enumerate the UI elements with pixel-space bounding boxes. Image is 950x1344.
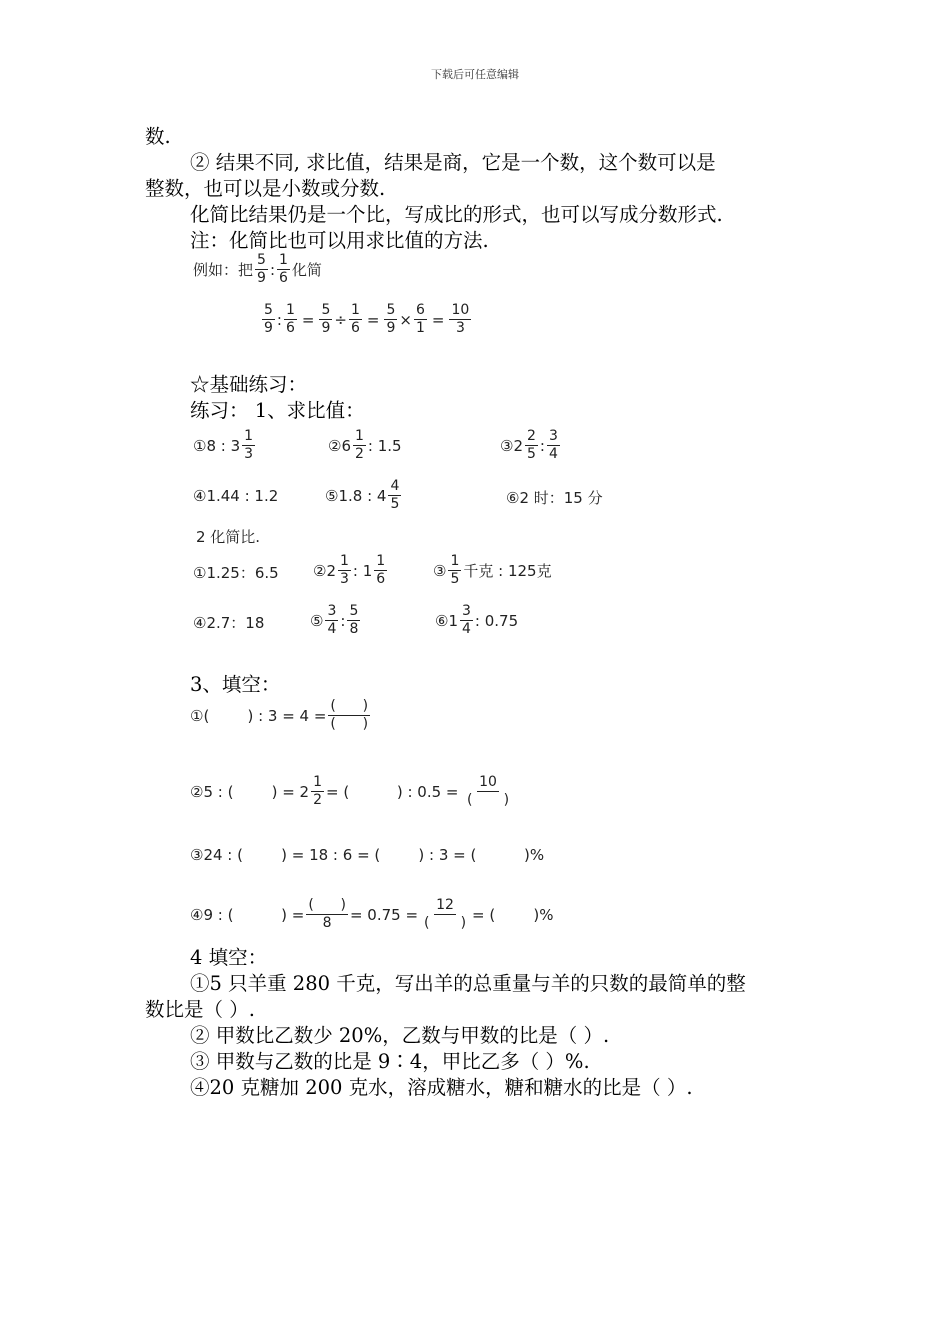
fraction: $\frac{1}{6}$ [279, 252, 288, 286]
ex2-item-3: ③ $\frac{1}{5}$ 千克 : 125克 [433, 553, 552, 587]
fraction: $\frac{1}{3}$ [340, 553, 349, 587]
fraction: $\frac{5}{9}$ [386, 302, 396, 336]
fraction: $\frac{12}{( )}$ [423, 897, 467, 931]
fraction: $\frac{5}{9}$ [321, 302, 331, 336]
ex1-item-1: ①8 : 3 $\frac{1}{3}$ [193, 428, 254, 462]
ex4-line-1: ①5 只羊重 280 千克，写出羊的总重量与羊的只数的最简单的整 [190, 972, 746, 995]
exercise-1-title: 练习： 1、求比值： [190, 399, 365, 422]
ex2-item-2: ②2 $\frac{1}{3}$ : 1 $\frac{1}{6}$ [313, 553, 386, 587]
ex3-item-4: ④9 : ( ) = $\frac{( )}{8}$ = 0.75 = $\frac{12}{( )}$ = ( )% [190, 897, 554, 931]
ex4-line-3: ② 甲数比乙数少 20%，乙数与甲数的比是（ ）. [190, 1024, 610, 1047]
ex1-item-6: ⑥2 时：15 分 [506, 489, 603, 507]
fraction: $\frac{1}{6}$ [350, 302, 360, 336]
ex3-item-1: ①( ) : 3 = 4 = $\frac{( )}{( )}$ [190, 698, 369, 732]
ex1-item-3: ③2 $\frac{2}{5}$ : $\frac{3}{4}$ [500, 428, 558, 462]
fraction: $\frac{5}{9}$ [264, 302, 273, 336]
intro-line-3: 整数，也可以是小数或分数. [145, 177, 386, 200]
exercise-2-title: 2 化简比. [196, 528, 261, 546]
fraction: $\frac{6}{1}$ [415, 302, 425, 336]
basic-practice-title: ☆基础练习： [190, 373, 308, 396]
fraction: $\frac{1}{5}$ [450, 553, 460, 587]
ex2-item-6: ⑥1 $\frac{3}{4}$ : 0.75 [435, 603, 519, 637]
fraction: $\frac{2}{5}$ [527, 428, 536, 462]
fraction: $\frac{1}{6}$ [376, 553, 386, 587]
fraction: $\frac{5}{9}$ [257, 252, 266, 286]
ex1-item-2: ②6 $\frac{1}{2}$ : 1.5 [328, 428, 402, 462]
fraction: $\frac{4}{5}$ [390, 478, 400, 512]
ex4-line-5: ④20 克糖加 200 克水，溶成糖水，糖和糖水的比是（ ）. [190, 1076, 693, 1099]
fraction: $\frac{10}{3}$ [451, 302, 470, 336]
ex2-item-4: ④2.7：18 [193, 614, 265, 632]
ex2-item-1: ①1.25：6.5 [193, 564, 279, 582]
ex3-item-3: ③24 : ( ) = 18 : 6 = ( ) : 3 = ( )% [190, 846, 545, 864]
example-suffix: 化简 [291, 261, 322, 279]
colon: : [269, 260, 275, 279]
ex3-item-2: ②5 : ( ) = 2 $\frac{1}{2}$ = ( ) : 0.5 = $\frac{10}{( )}$ [190, 774, 518, 809]
exercise-3-title: 3、填空： [190, 673, 281, 696]
intro-line-4: 化简比结果仍是一个比，写成比的形式，也可以写成分数形式. [190, 203, 723, 226]
fraction: $\frac{3}{4}$ [548, 428, 558, 462]
exercise-4-title: 4 填空： [190, 946, 268, 969]
fraction: $\frac{3}{4}$ [462, 603, 471, 637]
fraction: $\frac{1}{6}$ [285, 302, 295, 336]
fraction: $\frac{( )}{( )}$ [330, 698, 369, 732]
ex4-line-4: ③ 甲数与乙数的比是 9∶4，甲比乙多（ ）%. [190, 1050, 590, 1073]
intro-line-1: 数. [145, 125, 171, 148]
example-line-2: $\frac{5}{9}$ : $\frac{1}{6}$ = $\frac{5}{9}$ ÷ $\frac{1}{6}$ = $\frac{5}{9}$ × $\frac{6}{1}$ = $\frac{10}{3}$ [264, 302, 470, 336]
ex4-line-2: 数比是（ ）. [145, 998, 255, 1021]
fraction: $\frac{3}{4}$ [327, 603, 337, 637]
fraction: $\frac{1}{2}$ [313, 774, 322, 808]
fraction: $\frac{5}{8}$ [349, 603, 359, 637]
ex1-item-4: ④1.44 : 1.2 [193, 487, 279, 505]
fraction: $\frac{10}{( )}$ [466, 774, 510, 808]
fraction: $\frac{( )}{8}$ [308, 897, 346, 931]
example-line-1 [193, 252, 322, 287]
fraction: $\frac{1}{2}$ [355, 428, 364, 462]
fraction: $\frac{1}{3}$ [244, 428, 254, 462]
ex2-item-5: ⑤ $\frac{3}{4}$ : $\frac{5}{8}$ [310, 603, 359, 637]
page-header: 下载后可任意编辑 [431, 68, 519, 81]
intro-line-5: 注：化简比也可以用求比值的方法. [190, 229, 489, 252]
example-prefix: 例如：把 [193, 261, 254, 279]
intro-line-2: ② 结果不同, 求比值，结果是商，它是一个数，这个数可以是 [190, 151, 716, 174]
ex1-item-5: ⑤1.8 : 4 $\frac{4}{5}$ [325, 478, 400, 512]
